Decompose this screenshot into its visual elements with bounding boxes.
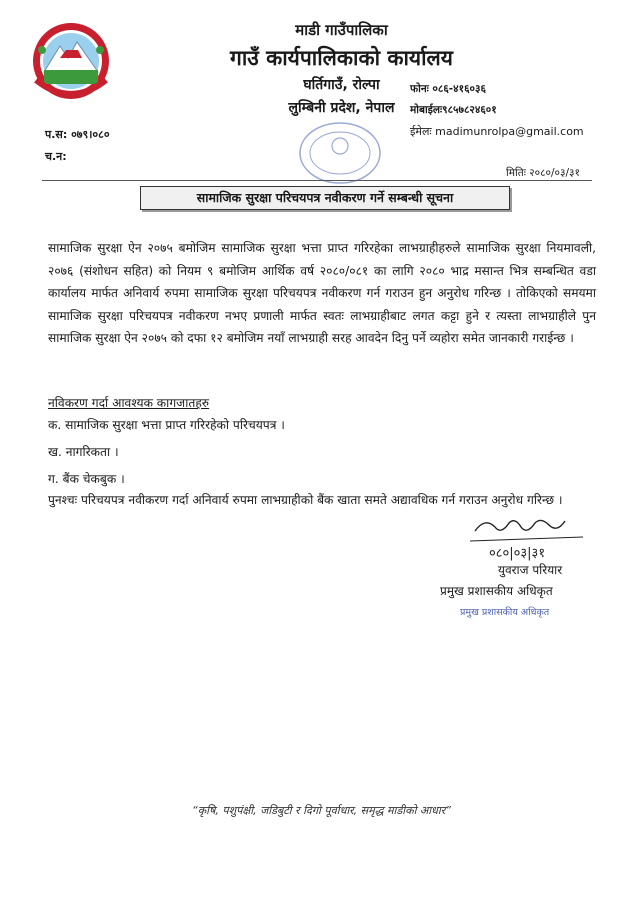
footer-motto: “कृषि, पशुपंक्षी, जडिबुटी र दिगो पूर्वाधार, समृद्ध माडीको आधार”: [192, 804, 451, 817]
header-divider: [42, 180, 592, 181]
email-address: ईमेलः madimunrolpa@gmail.com: [410, 125, 584, 138]
province: लुम्बिनी प्रदेश, नेपाल: [288, 100, 395, 116]
office-address: घर्तिगाउँ, रोल्पा: [303, 77, 380, 93]
required-documents-heading: नविकरण गर्दा आवश्यक कागजातहरु: [48, 396, 210, 410]
patra-sankhya: प.स: ०७९।०८०: [45, 128, 110, 141]
signer-designation: प्रमुख प्रशासकीय अधिकृत: [440, 584, 553, 598]
office-seal-icon: [290, 118, 390, 188]
phone-number: फोनः ०८६-४१६०३६: [410, 83, 486, 95]
designation-stamp: प्रमुख प्रशासकीय अधिकृत: [460, 607, 550, 618]
subject-box: सामाजिक सुरक्षा परिचयपत्र नवीकरण गर्ने सम्बन्धी सूचना: [140, 186, 510, 210]
postscript: पुनश्चः परिचयपत्र नवीकरण गर्दा अनिवार्य रुपमा लाभग्राहीको बैंक खाता समते अद्यावधिक गर्न गराउन अनुरोध गरिन्छ ।: [48, 493, 563, 507]
list-item: ग. बैंक चेकबुक ।: [48, 472, 125, 486]
notice-body: सामाजिक सुरक्षा ऐन २०७५ बमोजिम सामाजिक सुरक्षा भत्ता प्राप्त गरिरहेका लाभग्राहीहरुले सामाजिक सुरक्षा नियमावली, २०७६ (संशोधन सहित) को नियम ९ बमोजिम आर्थिक वर्ष २०८०/०८१ का लागि २०८० भाद्र मसान्त भित्र सम्बन्धित वडा कार्यालय मार्फत अनिवार्य रुपमा सामाजिक सुरक्षा परिचयपत्र नवीकरण गर्न गराउन हुन अनुरोध गरिन्छ । तोकिएको समयमा सामाजिक सुरक्षा परिचयपत्र नवीकरण नभए प्रणाली मार्फत स्वतः लाभग्राहीबाट लगत कट्टा हुने र त्यस्ता लाभग्राहीले पुन सामाजिक सुरक्षा ऐन २०७५ को दफा १२ बमोजिम नयाँ लाभग्राही सरह आवदेन दिनु पर्ने व्यहोरा समेत जानकारी गराईन्छ ।: [48, 241, 596, 345]
svg-text:०८०|०३|३१: ०८०|०३|३१: [489, 546, 546, 561]
office-name: गाउँ कार्यपालिकाको कार्यालय: [230, 46, 453, 70]
document-date: मितिः २०८०/०३/३१: [506, 167, 580, 179]
chalani-number: च.न:: [45, 150, 67, 163]
list-item: ख. नागरिकता ।: [48, 445, 119, 459]
list-item: क. सामाजिक सुरक्षा भत्ता प्राप्त गरिरहेको परिचयपत्र ।: [48, 418, 285, 432]
signature-icon: [465, 513, 590, 563]
mobile-number: मोबाईलः९८५७८२४६०१: [410, 104, 497, 116]
signer-name: युवराज परियार: [498, 563, 563, 577]
municipality-name: माडी गाउँपालिका: [295, 21, 388, 39]
